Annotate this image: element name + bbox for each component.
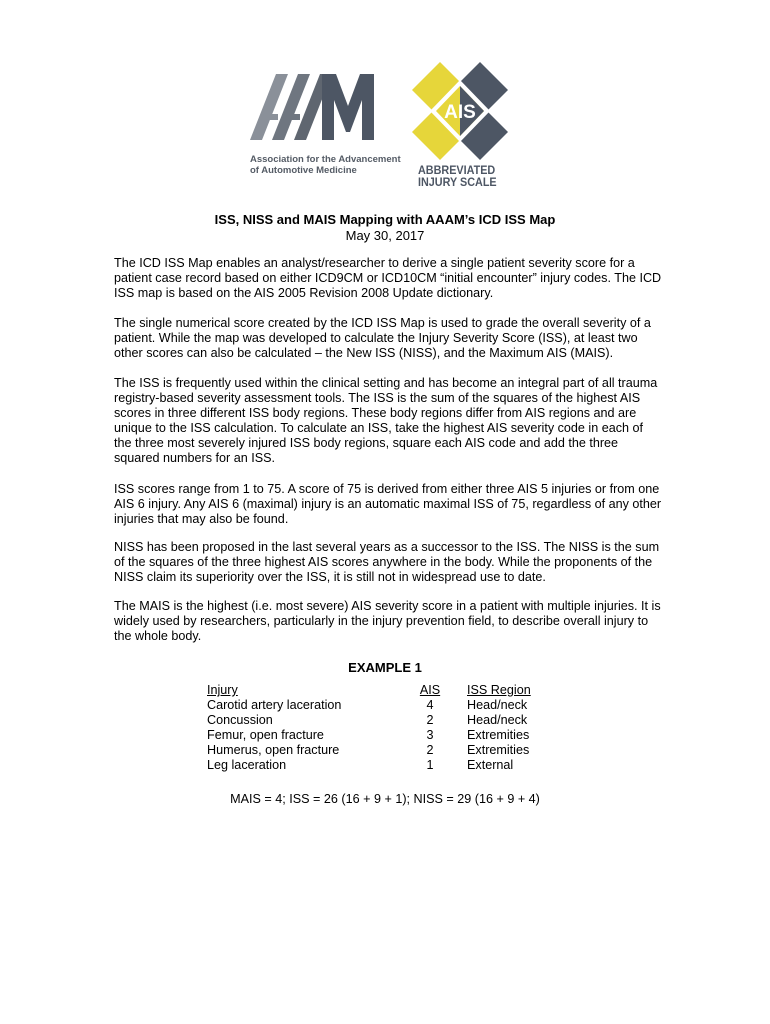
injury-cell: Humerus, open fracture xyxy=(207,743,340,757)
ais-cell: 2 xyxy=(426,743,434,757)
ais-caption xyxy=(418,164,497,188)
ais-badge-text: AIS xyxy=(444,102,476,123)
paragraph-iss: The ISS is frequently used within the clinical setting and has become an integral part of all trauma registry-based severity assessment tools. The ISS is the sum of the squares of the highest AIS scores in three different ISS body regions. These body regions differ from AIS regions and are unique to the ISS calculation. To calculate an ISS, take the highest AIS severity code in each of the three most severely injured ISS body regions, square each AIS code and add the three squared numbers for an ISS. xyxy=(114,376,658,465)
example-title: EXAMPLE 1 xyxy=(348,660,422,675)
table-row xyxy=(207,713,537,728)
paragraph-intro: The ICD ISS Map enables an analyst/researcher to derive a single patient severity score for a patient case record based on either ICD9CM or ICD10CM “initial encounter” injury codes. The ICD ISS map is based on the AIS 2005 Revision 2008 Update dictionary. xyxy=(114,256,662,300)
ais-cell: 2 xyxy=(426,713,434,727)
ais-caption-line2: INJURY SCALE xyxy=(418,175,497,189)
aaam-logo-mark xyxy=(250,74,380,154)
header-injury: Injury xyxy=(207,683,238,697)
injury-cell: Concussion xyxy=(207,713,273,727)
header-iss-region: ISS Region xyxy=(467,683,531,697)
region-cell: External xyxy=(467,758,514,772)
region-cell: Head/neck xyxy=(467,698,528,712)
injury-cell: Leg laceration xyxy=(207,758,287,772)
document-title: ISS, NISS and MAIS Mapping with AAAM’s ICD ISS Map xyxy=(214,212,556,227)
aaam-organization-name xyxy=(250,154,401,176)
ais-caption-line1: ABBREVIATED xyxy=(418,163,496,177)
aaam-name-line2: of Automotive Medicine xyxy=(250,165,357,176)
logo-header xyxy=(0,58,770,198)
ais-logo-mark xyxy=(410,60,510,162)
paragraph-niss: NISS has been proposed in the last several years as a successor to the ISS. The NISS is the sum of the squares of the three highest AIS scores anywhere in the body. While the proponents of the NISS claim its superiority over the ISS, it is still not in widespread use to date. xyxy=(114,540,660,584)
table-row xyxy=(207,743,537,758)
example-table xyxy=(207,683,537,773)
region-cell: Extremities xyxy=(467,743,530,757)
ais-cell: 3 xyxy=(426,728,434,742)
ais-logo xyxy=(410,60,510,200)
table-row xyxy=(207,728,537,743)
injury-cell: Femur, open fracture xyxy=(207,728,324,742)
ais-cell: 1 xyxy=(426,758,434,772)
aaam-name-line1: Association for the Advancement xyxy=(250,154,401,165)
example-result: MAIS = 4; ISS = 26 (16 + 9 + 1); NISS = 29 (16 + 9 + 4) xyxy=(230,792,540,806)
table-header-row xyxy=(207,683,537,698)
paragraph-iss-range: ISS scores range from 1 to 75. A score of 75 is derived from either three AIS 5 injuries or from one AIS 6 injury. Any AIS 6 (maximal) injury is an automatic maximal ISS of 75, regardless of any other injuries that may also be found. xyxy=(114,482,662,526)
paragraph-scores: The single numerical score created by the ICD ISS Map is used to grade the overall severity of a patient. While the map was developed to calculate the Injury Severity Score (ISS), at least two other scores can also be calculated – the New ISS (NISS), and the Maximum AIS (MAIS). xyxy=(114,316,651,360)
paragraph-mais: The MAIS is the highest (i.e. most severe) AIS severity score in a patient with multiple injuries. It is widely used by researchers, particularly in the injury prevention field, to describe overall injury to the whole body. xyxy=(114,599,661,643)
document-date: May 30, 2017 xyxy=(345,228,425,243)
table-row xyxy=(207,698,537,713)
table-row xyxy=(207,758,537,773)
region-cell: Extremities xyxy=(467,728,530,742)
header-ais: AIS xyxy=(419,683,441,697)
aaam-logo xyxy=(250,74,401,194)
ais-cell: 4 xyxy=(426,698,434,712)
injury-cell: Carotid artery laceration xyxy=(207,698,342,712)
region-cell: Head/neck xyxy=(467,713,528,727)
